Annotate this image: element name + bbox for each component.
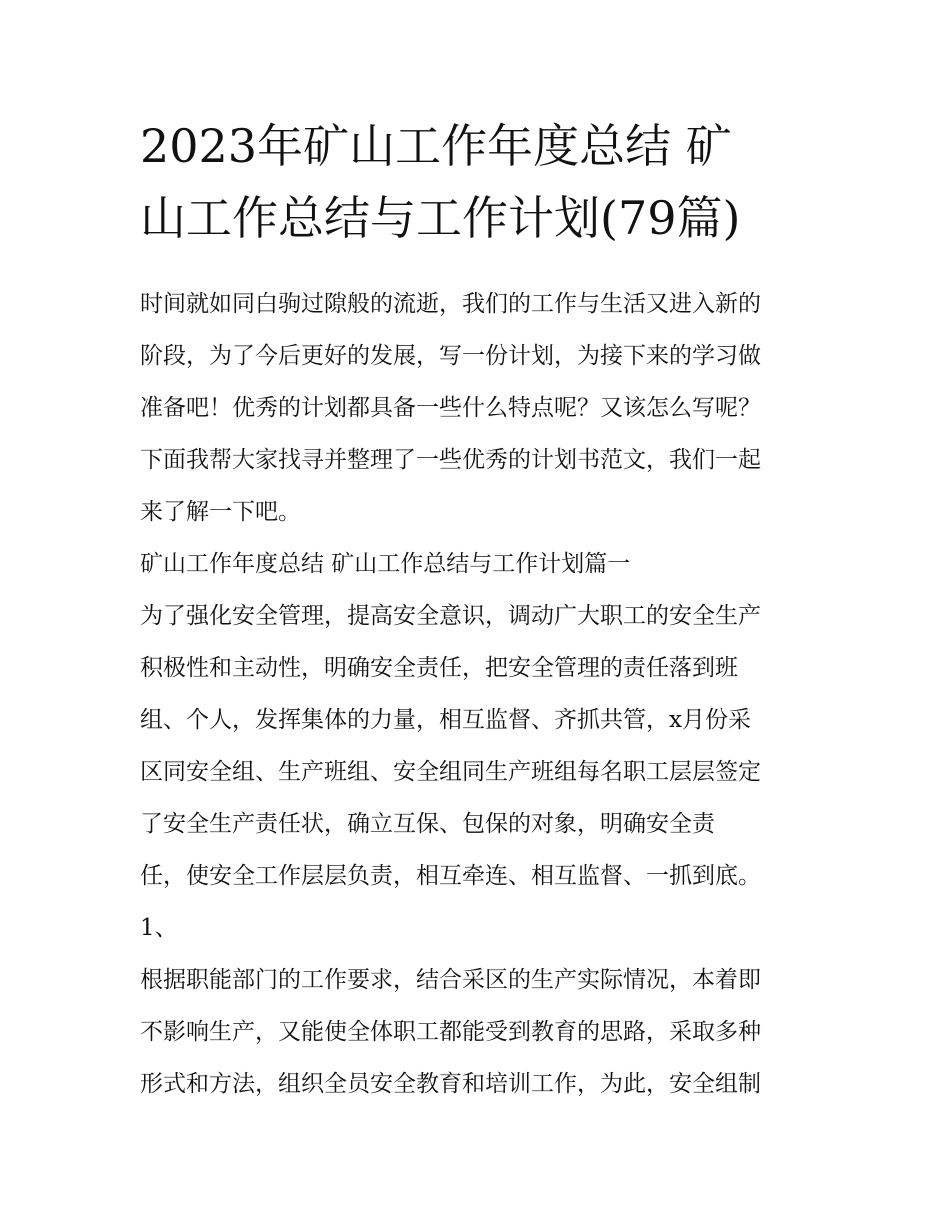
body-line: 时间就如同白驹过隙般的流逝，我们的工作与生活又进入新的 — [140, 291, 761, 317]
body-line: 下面我帮大家找寻并整理了一些优秀的计划书范文，我们一起 — [140, 447, 761, 473]
title-line-2: 山工作总结与工作计划(79篇) — [140, 191, 741, 245]
body-line: 阶段，为了今后更好的发展，写一份计划，为接下来的学习做 — [140, 343, 761, 369]
body-line: 任，使安全工作层层负责，相互牵连、相互监督、一抓到底。 — [140, 863, 761, 889]
body-line: 了安全生产责任状，确立互保、包保的对象，明确安全责 — [140, 811, 715, 837]
body-line: 积极性和主动性，明确安全责任，把安全管理的责任落到班 — [140, 655, 738, 681]
body-line: 来了解一下吧。 — [140, 499, 301, 525]
body-line: 准备吧！优秀的计划都具备一些什么特点呢？又该怎么写呢？ — [140, 395, 761, 421]
body-line: 根据职能部门的工作要求，结合采区的生产实际情况，本着即 — [140, 967, 761, 993]
section-heading: 矿山工作年度总结 矿山工作总结与工作计划篇一 — [140, 551, 631, 577]
body-line: 区同安全组、生产班组、安全组同生产班组每名职工层层签定 — [140, 759, 761, 785]
body-line: 组、个人，发挥集体的力量，相互监督、齐抓共管，x月份采 — [140, 707, 751, 733]
document-title — [140, 110, 820, 254]
body-line: 为了强化安全管理，提高安全意识，调动广大职工的安全生产 — [140, 603, 761, 629]
list-number: 1、 — [140, 915, 178, 941]
document-body — [140, 278, 820, 1110]
body-line: 形式和方法，组织全员安全教育和培训工作，为此，安全组制 — [140, 1071, 761, 1097]
body-line: 不影响生产，又能使全体职工都能受到教育的思路，采取多种 — [140, 1019, 761, 1045]
title-line-1: 2023年矿山工作年度总结 矿 — [140, 119, 732, 173]
